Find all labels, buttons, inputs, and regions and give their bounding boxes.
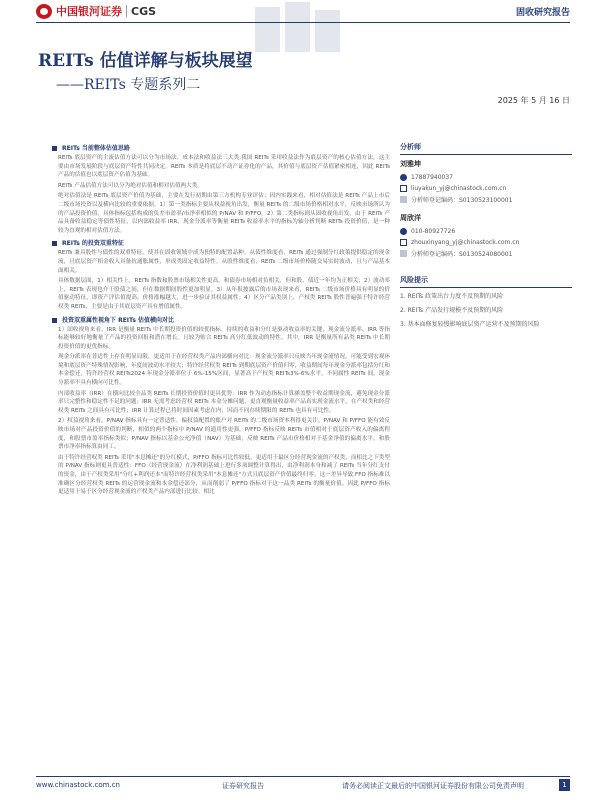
email-icon <box>400 185 407 192</box>
analyst-card <box>400 213 572 259</box>
certificate-icon <box>400 250 407 257</box>
paragraph: 2）权益视角来看，P/NAV 指标具有一定普适性。偏权益配置的账户对 REITs 的二级市场资本利得更关注，P/NAV 和 P/FFO 能有效反映市场对产品投资价值的判断，相似的两个指标中 P/NAV 的通用性更强。P/FFO 指标反映 REITs 市值相对于底层资产收入的偏离程度，和股票市盈率指标类似；P/NAV 指标以基金公允净值（NAV）为基础，反映 REITs 产品市价格相对于基金净值的偏离水平，和股票市净率指标算由同工。 <box>58 418 390 451</box>
paragraph: REITs 底层资产的主流估值方法可以分为市场法、成本法和收益法三大类,我国 REITs 采用收益法作为底层资产的核心估值方法，这主要由市场发展阶段与底层资产特性共同决定。REITs 本质是将底层不动产证券化的产品，其价值与底层资产估值紧密相连，因此 REITs 产品的估值也以底层资产估值为基础。 <box>58 155 390 179</box>
analyst-phone-row <box>400 226 572 237</box>
watermark-graphic <box>245 2 345 52</box>
phone-icon <box>400 174 407 181</box>
paragraph: 1）固收视角来看，IRR 是衡量 REITs 中长期投资价值的较优指标。持续的收益和分红是驱动收益率的关键，现金流分派率、IRR 等指标能够较好地衡量了产品的投资回报和潜在增长。且较为贴合 REITs 高分红低波动的特性。其中，IRR 是衡量所有品类 REITs 中长期投资价值的更优指标。 <box>58 326 390 350</box>
section-heading <box>58 238 390 247</box>
bullet-icon <box>52 241 57 246</box>
analyst-heading: 分析师 <box>400 142 572 155</box>
analyst-cert-row <box>400 248 572 259</box>
analyst-card <box>400 159 572 205</box>
brand-name-cn: 中国银河证券 <box>56 5 122 18</box>
report-type: 固收研究报告 <box>515 8 570 18</box>
analyst-cert: 分析师登记编码：S0130524080001 <box>411 251 513 258</box>
report-subtitle: ——REITs 专题系列二 <box>56 77 201 93</box>
analyst-phone: 010-80927726 <box>411 228 456 235</box>
section-heading-text: REITs 的投资双重特征 <box>62 240 124 248</box>
footer-label: 证券研究报告 <box>222 782 264 790</box>
risk-heading: 风险提示 <box>400 275 572 288</box>
report-date: 2025 年 5 月 16 日 <box>497 96 570 105</box>
logo-icon <box>36 4 52 19</box>
paragraph: REITs 产品估值方法可以分为绝对估值和相对估值两大类。 <box>58 182 203 189</box>
paragraph: REITs 兼具股性与债性的双重特征，使其在固收领域中成为独特的配置品种。从债性维度看，REITs 通过强制分红政策提供稳定的现金流，且底层资产租金收入具备抗通胀属性，形成类固定收益特性。从股性维度看，REITs 二级市场价格随交易实时波动，且与产品基本面相关。 <box>58 250 390 274</box>
risk-item: 1. REITs 政策出台力度不及预期的风险 <box>400 293 504 300</box>
section-heading-text: 投资双重属性视角下 REITs 估值横向对比 <box>62 316 174 324</box>
report-title: REITs 估值详解与板块展望 <box>38 51 253 71</box>
risk-item: 2. REITs 产品发行规模不及预期的风险 <box>400 307 504 314</box>
page-number: 1 <box>559 779 570 791</box>
analyst-phone-row <box>400 172 572 183</box>
analyst-email-row <box>400 183 572 194</box>
footer-website[interactable]: www.chinastock.com.cn <box>36 781 120 789</box>
phone-icon <box>400 228 407 235</box>
bullet-icon <box>52 146 57 151</box>
paragraph: 现金分派率在普适性上存在明显局限，更适用于在经营权类产品内部横向对比：现金流分派率只反映当年现金流情况，可能受到宏观环境和底层资产特殊情况影响，年度间波动水平较大；特许经营权类 REITs 到期底层资产价值归零，收益期间每年现金分派率包括分红和本金偿还，特许经营权 REITs2024 年现金分派率位于 6%-15%区间，显著高于产权类 REITs3%-6%水平，不同属性 REITs 间，现金分派率不具有横向可比性。 <box>58 354 390 387</box>
brand-divider <box>126 5 127 17</box>
brand-name-en: CGS <box>131 4 157 18</box>
paragraph: 具体数据层面，1）相关性上，REITs 指数和股票市场相关性更高，和债券市场相对负相关，但和股、债近一年均为正相关；2）波动率上，REITs 表现也介于股债之间，但在数据期间股性更加明显。3）从年报披露后的市场表现来看，REITs 二级市场价格具有明显的价值驱动特征，即资产评估值提高，价格涨幅越大，进一步验证其权益属性；4）区分产品类别上，产权类 REITs 股性普遍强于特许经营权类 REITs，主要是由于其底层资产具有增值属性。 <box>58 278 390 310</box>
analyst-name: 周欣洋 <box>400 214 421 222</box>
sidebar <box>400 142 572 334</box>
email-icon <box>400 239 407 246</box>
main-body <box>58 140 390 499</box>
analyst-email[interactable]: zhouxinyang_yj@chinastock.com.cn <box>411 239 520 246</box>
analyst-email-row <box>400 237 572 248</box>
paragraph: 内部收益率（IRR）在横向比较全品类 REITs 长期投资价值时更具优势：IRR 作为动态指标计算涵盖整个收益期现金流，避免现金分派率只完整性和稳定性不足的问题；IRR 无需考虑经营权 REITs 本金分摊问题，更直观衡量收益率产品真实现金流水平，在产权类和经营权类 REITs 之间具有可比性；IRR 计算过程已将时间因素考虑在内，因而不同存续期限的 REITs 也具有可比性。 <box>58 390 390 414</box>
analyst-cert: 分析师登记编码：S0130523100001 <box>411 197 513 204</box>
certificate-icon <box>400 196 407 203</box>
analyst-name: 刘雅坤 <box>400 160 421 168</box>
footer-disclaimer: 请务必阅读正文最后的中国银河证券股份有限公司免责声明 <box>342 782 524 790</box>
brand-logo <box>36 3 156 19</box>
risk-item: 3. 基本面修复较慢影响底层资产运营不及预期的风险 <box>400 321 540 328</box>
section-heading <box>58 315 390 324</box>
footer-rule <box>36 776 570 777</box>
section-heading <box>58 143 390 152</box>
bullet-icon <box>52 318 57 323</box>
section-heading-text: REITs 当前整体估值思路 <box>62 145 130 152</box>
risk-list <box>400 292 572 329</box>
paragraph: 由于特许经营权类 REITs 采用"本息摊还"的分红模式，P/FFO 指标可比性较低，更适用于最区分经营现金流的产权类，而相比之下类型的 P/NAV 指标则更具普适性：FFO（经营现金流）在净利润基础上进行多项调整计算得出，由净利润本身和减了 REITs 当年分红支付的资金，由于产权类采用"分红+利润还本"而特许经营权类采用"本息摊还"方式且底层资产价值最终归零。这一差异导致 FFO 指标难以准确区分经营权类 REITs 的运营现金流和本金偿还部分，从而削弱了 P/FFO 指标对于这一品类 REITs 的衡量价值。因此 P/FFO 指标更适用于易于区分经营现金流的产权类产品内部进行比较。相比 <box>58 454 390 496</box>
analyst-cert-row <box>400 194 572 205</box>
analyst-email[interactable]: liuyakun_yj@chinastock.com.cn <box>411 185 507 192</box>
paragraph: 绝对估值法是 REITs 底层资产价值为基础，主要在发行初期由第三方机构专业评估；因内实践来看，相对估值法是 REITs 产品上市后二级市场投资以及横向比较的重要依据。1）第一类指标主要从权益视角出发，衡量 REITs 的二级市场价格相对水平，反映市场所认为的产品投资价值，具体指标包括构成的负差市盈率/市净率相似的 P/NAV 和 P/FFO。2）第二类指标则从固收视角出发，由于 REITs 产品具备收益稳定等债性特征，以内部收益率 IRR、现金分派率等衡量 REITs 收益率水平的指标为轴分析判断 REITs 投资价值，是一种较为直观的相对估值方法。 <box>58 193 390 234</box>
analyst-phone: 17887940037 <box>411 174 453 181</box>
